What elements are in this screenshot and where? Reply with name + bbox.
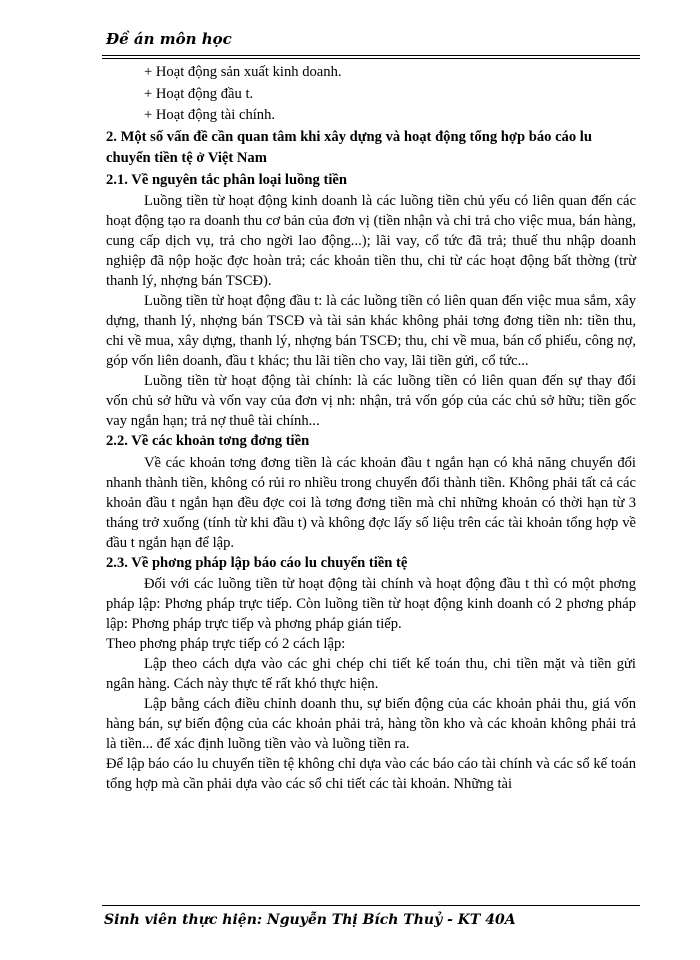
paragraph: Theo phơng pháp trực tiếp có 2 cách lập: xyxy=(106,636,346,652)
paragraph: Luồng tiền từ hoạt động tài chính: là các luồng tiền có liên quan đến sự thay đổi vốn chủ sở hữu và vốn vay của đơn vị nh: nhận, trả vốn góp của các chủ sở hữu; tiền gốc vay ngắn hạn; trả nợ thuê tài chính... xyxy=(106,373,636,429)
bullet-item: + Hoạt động tài chính. xyxy=(144,107,276,123)
header-rule xyxy=(102,55,640,56)
paragraph: Đối với các luồng tiền từ hoạt động tài chính và hoạt động đầu t thì có một phơng pháp lập: Phơng pháp trực tiếp. Còn luồng tiền từ hoạt động kinh doanh có 2 phơng pháp lập: Phơng pháp trực tiếp và phơng pháp gián tiếp. xyxy=(106,576,636,632)
paragraph: Lập bằng cách điều chỉnh doanh thu, sự biến động của các khoản phải thu, giá vốn hàng bán, sự biến động của các khoản phải trả, hàng tồn kho và các khoản không phải trả là tiền... để xác định luồng tiền vào và luồng tiền ra. xyxy=(106,696,636,752)
paragraph: Luồng tiền từ hoạt động đầu t: là các luồng tiền có liên quan đến việc mua sắm, xây dựng, thanh lý, nhợng bán TSCĐ và tài sản khác không phải tơng đơng tiền nh: tiền thu, chi về mua, xây dựng, thanh lý, nhợng bán TSCĐ; thu, chi về mua, bán cổ phiếu, công nợ, góp vốn liên doanh, đầu t khác; thu lãi tiền cho vay, lãi tiền gửi, cổ tức... xyxy=(106,293,636,369)
footer-text: Sinh viên thực hiện: Nguyễn Thị Bích Thuỷ - KT 40A xyxy=(104,912,516,928)
footer-rule xyxy=(102,905,640,906)
section-heading-2-3: 2.3. Về phơng pháp lập báo cáo lu chuyển tiền tệ xyxy=(106,554,408,571)
paragraph: Để lập báo cáo lu chuyển tiền tệ không chỉ dựa vào các báo cáo tài chính và các sổ kế toán tổng hợp mà cần phải dựa vào các sổ chi tiết các tài khoản. Những tài xyxy=(106,756,636,792)
paragraph: Về các khoản tơng đơng tiền là các khoản đầu t ngắn hạn có khả năng chuyển đổi nhanh thành tiền, không có rủi ro nhiều trong chuyển đổi thành tiền. Không phải tất cả các khoản đầu t ngắn hạn đều đợc coi là tơng đơng tiền mà chỉ những khoản có thời hạn từ 3 tháng trở xuống (tính từ khi đầu t) và không đợc lấy số liệu trên các tài khoản tổng hợp về đầu t ngắn hạn để lập. xyxy=(106,454,636,551)
header-title: Đề án môn học xyxy=(106,30,232,48)
bullet-item: + Hoạt động đầu t. xyxy=(144,85,254,102)
header-rule-double xyxy=(102,58,640,59)
section-heading-2-1: 2.1. Về nguyên tắc phân loại luồng tiền xyxy=(106,171,347,188)
paragraph: Luồng tiền từ hoạt động kinh doanh là các luồng tiền chủ yếu có liên quan đến các hoạt động tạo ra doanh thu cơ bản của đơn vị (tiền nhận và chi trả cho việc mua, bán hàng, cung cấp dịch vụ, trả cho ngời lao động...); lãi vay, cổ tức đã trả; thuế thu nhập doanh nghiệp đã nộp hoặc đợc hoàn trả; các khoản tiền thu, chi từ các hoạt động bất thờng (trừ thanh lý, nhợng bán TSCĐ). xyxy=(106,193,636,289)
bullet-item: + Hoạt động sản xuất kinh doanh. xyxy=(144,64,342,80)
paragraph: Lập theo cách dựa vào các ghi chép chi tiết kế toán thu, chi tiền mặt và tiền gửi ngân hàng. Cách này thực tế rất khó thực hiện. xyxy=(106,656,636,692)
document-body xyxy=(106,62,636,794)
section-heading-2: 2. Một số vấn đề cần quan tâm khi xây dựng và hoạt động tổng hợp báo cáo lu chuyển tiền tệ ở Việt Nam xyxy=(106,128,592,166)
section-heading-2-2: 2.2. Về các khoản tơng đơng tiền xyxy=(106,433,310,449)
